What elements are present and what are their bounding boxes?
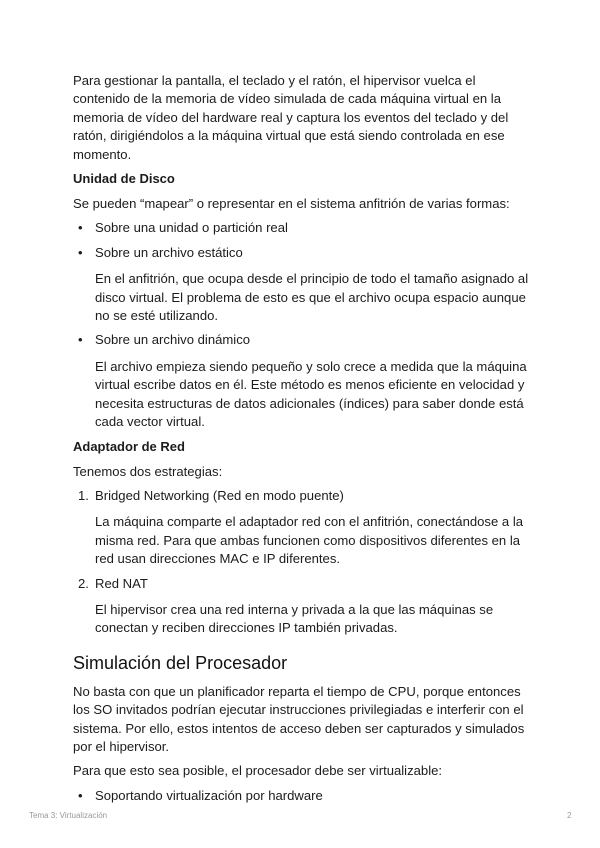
list-item <box>73 331 533 431</box>
processor-paragraph-1: No basta con que un planificador reparta el tiempo de CPU, porque entonces los SO invitados podrían ejecutar instrucciones privilegiadas e interferir con el sistema. Por ello, estos intentos de acceso deben ser capturados y simulados por el hipervisor. <box>73 683 525 754</box>
list-item-description: El hipervisor crea una red interna y privada a la que las máquinas se conectan y reciben direcciones IP también privadas. <box>95 601 494 636</box>
list-item-label: Sobre una unidad o partición real <box>95 220 288 236</box>
disk-list <box>73 219 533 431</box>
list-number: 1. <box>78 487 89 503</box>
disk-heading: Unidad de Disco <box>73 171 175 187</box>
list-item <box>73 244 533 326</box>
list-item <box>73 487 533 569</box>
network-heading: Adaptador de Red <box>73 438 185 454</box>
bullet-icon: • <box>78 244 83 260</box>
list-item <box>73 787 533 805</box>
disk-lead: Se pueden “mapear” o representar en el sistema anfitrión de varias formas: <box>73 196 510 212</box>
list-item-label: Sobre un archivo dinámico <box>95 332 251 348</box>
footer-title: Tema 3: Virtualización <box>29 811 108 820</box>
list-item-description: El archivo empieza siendo pequeño y solo crece a medida que la máquina virtual escribe datos en él. Este método es menos eficiente en velocidad y necesita estructuras de datos adicionales (índices) para saber donde está cada vector virtual. <box>95 358 527 430</box>
bullet-icon: • <box>78 332 83 348</box>
bullet-icon: • <box>78 220 83 236</box>
list-number: 2. <box>78 575 89 591</box>
list-item-label: Sobre un archivo estático <box>95 244 243 260</box>
bullet-icon: • <box>78 787 83 803</box>
list-item <box>73 219 533 237</box>
processor-paragraph-2: Para que esto sea posible, el procesador debe ser virtualizable: <box>73 763 443 779</box>
page-number: 2 <box>567 811 572 820</box>
list-item-label: Bridged Networking (Red en modo puente) <box>95 487 344 503</box>
list-item-description: En el anfitrión, que ocupa desde el principio de todo el tamaño asignado al disco virtual. El problema de esto es que el archivo ocupa espacio aunque no se esté utilizando. <box>95 271 529 324</box>
list-item-label: Soportando virtualización por hardware <box>95 787 323 803</box>
network-lead: Tenemos dos estrategias: <box>73 463 223 479</box>
intro-paragraph: Para gestionar la pantalla, el teclado y el ratón, el hipervisor vuelca el contenido de la memoria de vídeo simulada de cada máquina virtual en la memoria de vídeo del hardware real y captura los eventos del teclado y del ratón, dirigiéndolos a la máquina virtual que está siendo controlada en ese momento. <box>73 73 509 162</box>
list-item-label: Red NAT <box>95 575 148 591</box>
list-item-description: La máquina comparte el adaptador red con el anfitrión, conectándose a la misma red. Para que ambas funcionen como dispositivos diferentes en la red usan direcciones MAC e IP diferentes. <box>95 514 524 567</box>
list-item <box>73 575 533 638</box>
network-list <box>73 487 533 638</box>
processor-heading: Simulación del Procesador <box>73 652 288 673</box>
page-content <box>73 72 533 811</box>
processor-list <box>73 787 533 805</box>
